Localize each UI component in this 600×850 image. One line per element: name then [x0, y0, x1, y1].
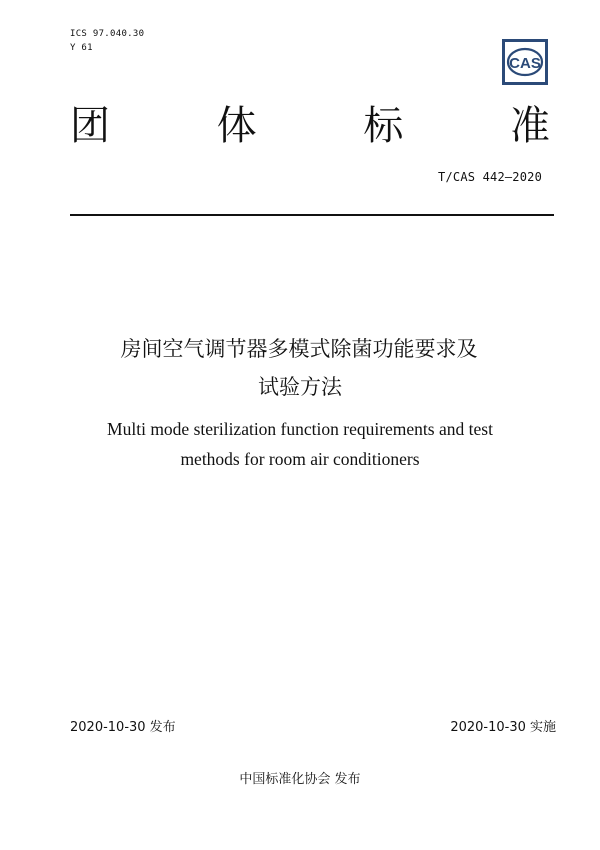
header-divider	[70, 214, 554, 216]
chinese-title-line-1: 房间空气调节器多模式除菌功能要求及	[120, 337, 478, 361]
heading-char: 标	[363, 103, 404, 149]
english-title	[0, 414, 600, 474]
chinese-title-line-2: 试验方法	[258, 375, 342, 399]
cas-logo	[502, 39, 548, 85]
implement-date: 2020-10-30 实施	[450, 720, 556, 735]
heading-char: 体	[216, 103, 257, 149]
standard-number: T/CAS 442—2020	[438, 170, 542, 184]
publisher-line: 中国标准化协会 发布	[239, 772, 361, 787]
english-title-line-2: methods for room air conditioners	[180, 449, 420, 469]
cas-logo-text: CAS	[509, 55, 541, 72]
heading-char: 准	[509, 103, 550, 149]
chinese-title	[0, 332, 600, 404]
ics-code: ICS 97.040.30	[70, 29, 145, 39]
english-title-line-1: Multi mode sterilization function requirements and test	[107, 419, 493, 439]
classification-codes	[70, 27, 144, 55]
organization-standard-heading	[70, 100, 550, 152]
date-row	[70, 716, 556, 735]
ccs-code: Y 61	[70, 43, 93, 53]
publish-date: 2020-10-30 发布	[70, 720, 176, 735]
heading-char: 团	[70, 103, 110, 149]
